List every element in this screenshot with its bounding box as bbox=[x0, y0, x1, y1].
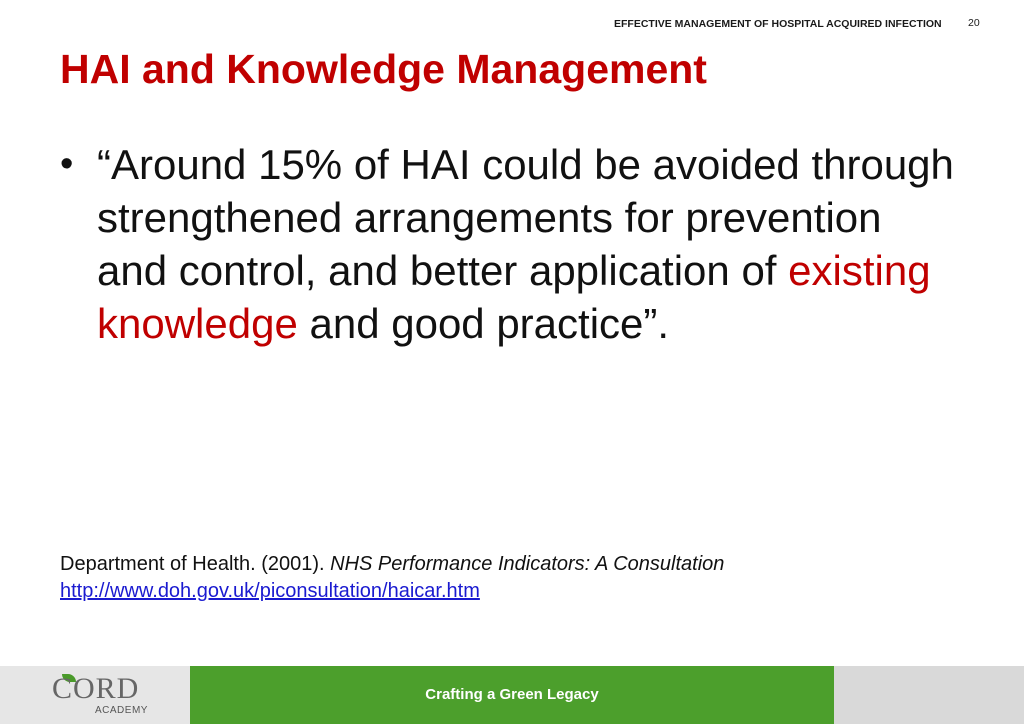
bullet-item bbox=[60, 138, 960, 350]
cord-academy-logo bbox=[0, 666, 190, 724]
quote-text-after: and good practice”. bbox=[297, 300, 670, 347]
logo-wordmark: CORD bbox=[52, 672, 140, 705]
quote-text-before: “Around 15% of HAI could be avoided through strengthened arrangements for prevention and control, and better application of bbox=[97, 141, 954, 294]
bullet-dot-icon: • bbox=[60, 143, 74, 185]
footer-right-panel bbox=[834, 666, 1024, 724]
quote-highlight: existing knowledge bbox=[97, 247, 931, 347]
footer-tagline: Crafting a Green Legacy bbox=[425, 686, 599, 703]
citation-source: Department of Health. (2001). bbox=[60, 553, 331, 575]
logo-subtitle: ACADEMY bbox=[95, 705, 148, 716]
page-number: 20 bbox=[968, 17, 980, 29]
citation-link[interactable]: http://www.doh.gov.uk/piconsultation/haicar.htm bbox=[60, 580, 480, 602]
footer-green-band bbox=[190, 666, 834, 724]
citation-title: NHS Performance Indicators: A Consultation bbox=[330, 553, 725, 575]
running-title: EFFECTIVE MANAGEMENT OF HOSPITAL ACQUIRED INFECTION bbox=[614, 18, 942, 30]
bullet-quote bbox=[97, 138, 960, 350]
citation bbox=[60, 551, 724, 605]
citation-line bbox=[60, 551, 724, 578]
slide-title: HAI and Knowledge Management bbox=[60, 46, 707, 92]
footer-bar bbox=[0, 666, 1024, 724]
